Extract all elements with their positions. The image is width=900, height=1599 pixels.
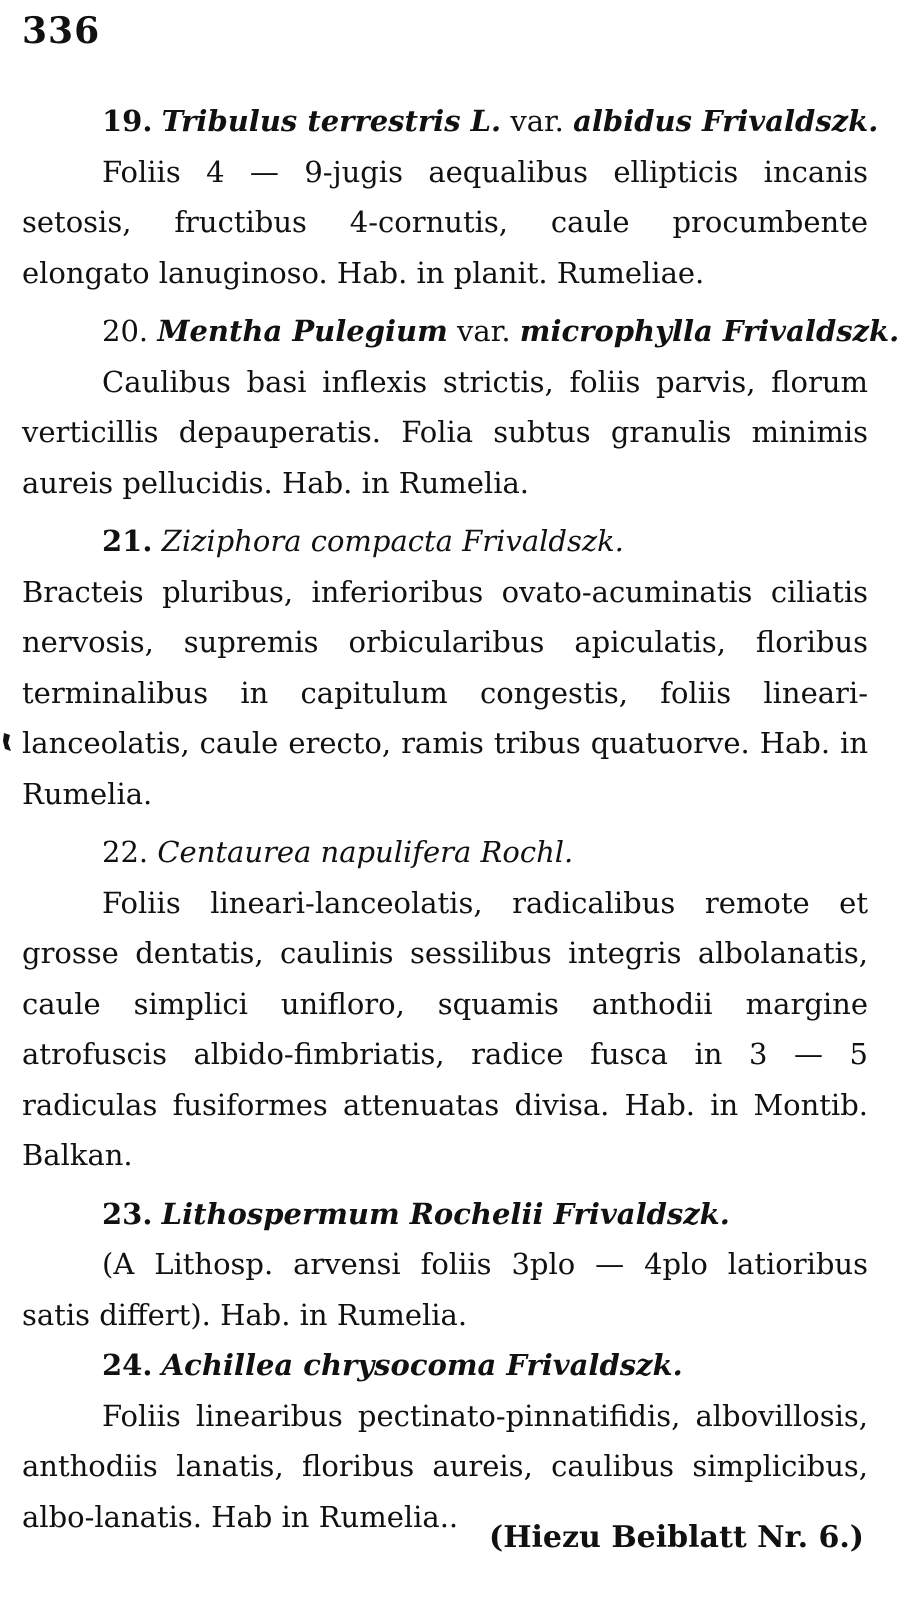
entry-heading (22, 306, 900, 357)
entry-description: Bracteis pluribus, inferioribus ovato-acuminatis ciliatis nervosis, supremis orbicularibus apiculatis, floribus terminalibus in capitulum congestis, foliis lineari-lanceolatis, caule erecto, ramis tribus quatuorve. Hab. in Rumelia. (22, 574, 868, 811)
entry-number: 19. (102, 104, 153, 138)
variety-prefix: var. (510, 104, 564, 138)
entry-heading (22, 1340, 868, 1391)
entry-heading (22, 1189, 868, 1240)
variety-prefix: var. (457, 314, 511, 348)
species-name: Mentha Pulegium (157, 314, 448, 348)
species-name: Ziziphora compacta Frivaldszk. (161, 524, 624, 558)
entry-19 (22, 96, 879, 298)
entry-number: 24. (102, 1348, 153, 1382)
entry-description: (A Lithosp. arvensi foliis 3plo — 4plo latioribus satis differt). Hab. in Rumelia. (22, 1247, 868, 1332)
entry-number: 22. (102, 835, 149, 869)
species-name: Centaurea napulifera Rochl. (157, 835, 574, 869)
species-name: Achillea chrysocoma Frivaldszk. (161, 1348, 683, 1382)
text-body (22, 96, 900, 1542)
entry-21 (22, 516, 868, 819)
species-name: Lithospermum Rochelii Frivaldszk. (161, 1196, 730, 1231)
entry-number: 20. (102, 314, 149, 348)
species-name: Tribulus terrestris L. (161, 104, 502, 138)
entry-20 (22, 306, 900, 508)
entry-number: 23. (102, 1196, 153, 1231)
entry-24 (22, 1340, 868, 1542)
margin-mark-icon (2, 733, 12, 751)
entry-heading (22, 96, 879, 147)
entry-description: Foliis lineari-lanceolatis, radicalibus remote et grosse dentatis, caulinis sessilibus integris albolanatis, caule simplici unifloro, squamis anthodii margine atrofuscis albido-fimbriatis, radice fusca in 3 — 5 radiculas fusiformes attenuatas divisa. Hab. in Montib. Balkan. (22, 885, 868, 1172)
variety-name: microphylla Frivaldszk. (519, 314, 900, 348)
entry-heading (22, 516, 868, 567)
entry-description: Caulibus basi inflexis strictis, foliis parvis, florum verticillis depauperatis. Folia subtus granulis minimis aureis pellucidis. Hab. in Rumelia. (22, 364, 868, 500)
entry-23 (22, 1189, 868, 1341)
entry-description: Foliis 4 — 9-jugis aequalibus ellipticis incanis setosis, fructibus 4-cornutis, caule procumbente elongato lanuginoso. Hab. in planit. Rumeliae. (22, 154, 868, 290)
variety-name: albidus Frivaldszk. (573, 104, 879, 138)
entry-heading (22, 827, 868, 878)
entry-number: 21. (102, 524, 153, 558)
footer-note: (Hiezu Beiblatt Nr. 6.) (489, 1520, 864, 1555)
page-number: 336 (22, 10, 101, 52)
entry-22 (22, 827, 868, 1181)
entry-description: Foliis linearibus pectinato-pinnatifidis, albovillosis, anthodiis lanatis, floribus aureis, caulibus simplicibus, albo-lanatis. Hab in Rumelia.. (22, 1398, 868, 1534)
